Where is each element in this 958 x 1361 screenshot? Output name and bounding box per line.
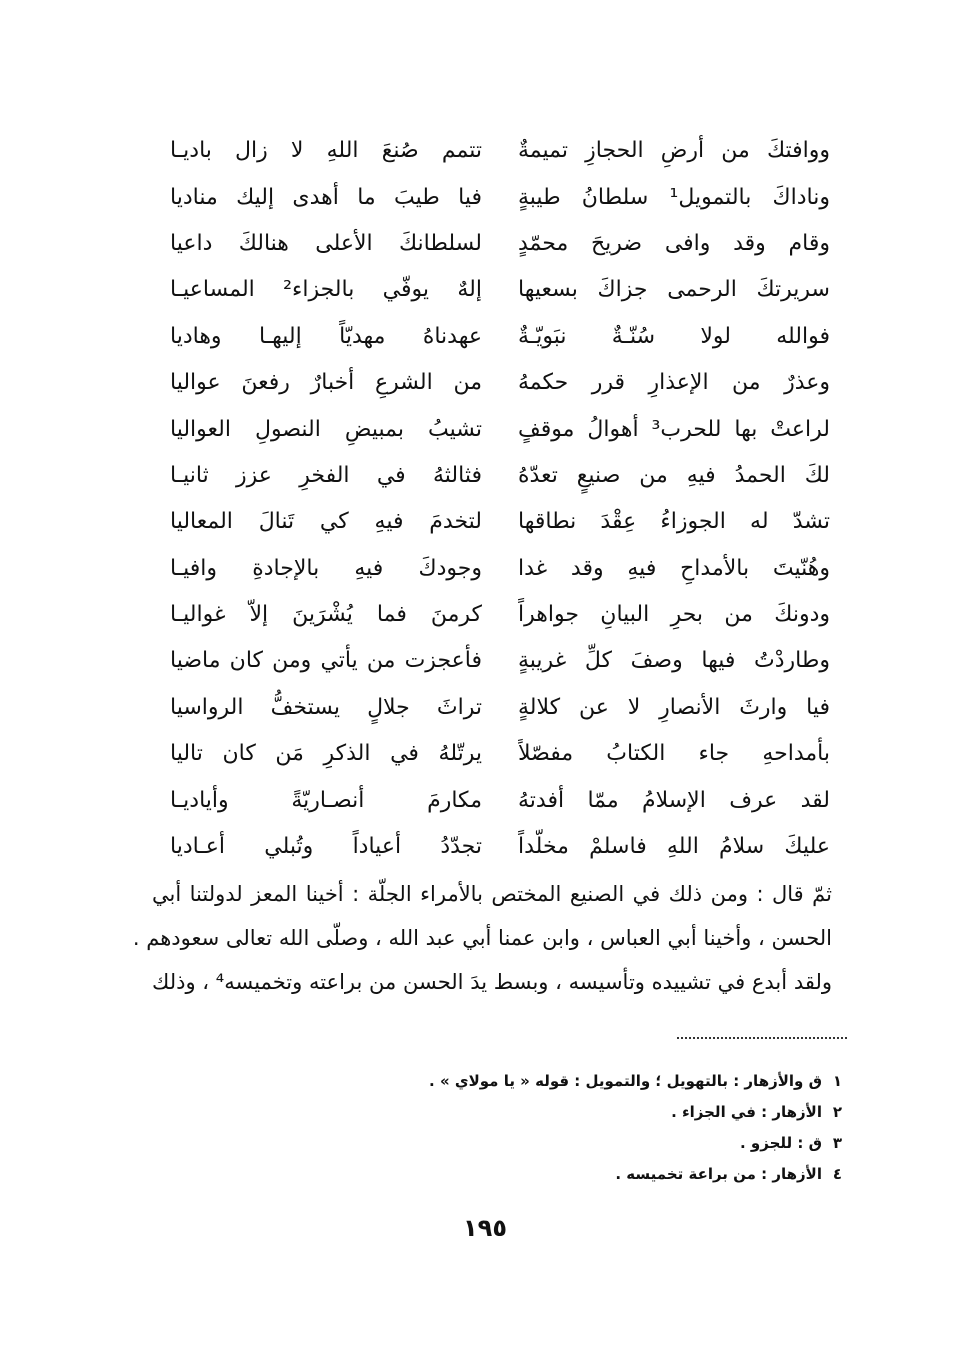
verse-first-hemistich: ودونكَ من بحرِ البيانِ جواهراً — [518, 602, 830, 628]
verse-second-hemistich: فثالثهُ في الفخرِ عزز ثانيـا — [170, 462, 482, 488]
footnote-text: الأزهار : من براعة تخميسه . — [615, 1165, 822, 1183]
verse-second-hemistich: إلهٌ يوفّي بالجزاء² المساعيـا — [170, 277, 482, 303]
verse-first-hemistich: عليكَ سلامُ اللهِ فاسلمْ مخلّداً — [518, 834, 830, 860]
verse-first-hemistich: لقد عرف الإسلامُ ممّا أفدتهُ — [518, 787, 830, 813]
verse-second-hemistich: عهدناهُ مهديّاً إليهـا وهاديا — [170, 323, 482, 349]
verse-first-hemistich: وناداكَ بالتمويل¹ سلطانُ طيبةٍ — [518, 184, 830, 210]
page-number: ١٩٥ — [463, 1214, 507, 1242]
verse-first-hemistich: فيا وارثَ الأنصارِ لا عن كلالةٍ — [518, 694, 830, 720]
verse-first-hemistich: لراعتْ بها للحرب³ أهوالُ موقفٍ — [518, 416, 830, 442]
verse-second-hemistich: لسلطانكَ الأعلى هنالكَ داعيا — [170, 230, 482, 256]
verse-second-hemistich: من الشرعِ أخبارٌ رفعنَ عواليا — [170, 370, 482, 396]
verse — [170, 777, 830, 823]
footnote — [300, 1066, 842, 1097]
verse — [170, 267, 830, 313]
verse-second-hemistich: كرمنَ فما يُشْرَينَ إلاّ غواليـا — [170, 602, 482, 628]
footnote-text: ق والأزهار : بالتهويل ؛ والتمويل : قوله « يا مولاي » . — [429, 1072, 822, 1090]
verse — [170, 685, 830, 731]
footnote-number: ٣ — [832, 1134, 842, 1152]
footnote — [300, 1159, 842, 1190]
verse — [170, 360, 830, 406]
footnote — [300, 1128, 842, 1159]
verse — [170, 824, 830, 870]
verse — [170, 453, 830, 499]
verse-second-hemistich: تشيبُ بمبيضِ النصولِ العواليا — [170, 416, 482, 442]
footnote-number: ١ — [832, 1072, 842, 1090]
verse-first-hemistich: لكَ الحمدُ فيهِ من صنيعٍ تعدّهُ — [518, 462, 830, 488]
verse — [170, 406, 830, 452]
verse-first-hemistich: بأمداحهِ جاء الكتابُ مفصّلاً — [518, 741, 830, 767]
footnote-text: ق : للجزو . — [740, 1134, 822, 1152]
footnote-text: الأزهار : في الجزاء . — [671, 1103, 822, 1121]
verse — [170, 592, 830, 638]
verse-first-hemistich: تشدّ له الجوزاءُ عِقْدَ نطاقها — [518, 509, 830, 535]
verse-first-hemistich: سريرتكَ الرحمى جزاكَ بسعيها — [518, 277, 830, 303]
verse — [170, 731, 830, 777]
verse-second-hemistich: تراثَ جلالٍ يستخفُّ الرواسيا — [170, 694, 482, 720]
verse-second-hemistich: تتمم صُنعَ اللهِ لا زال باديـا — [170, 138, 482, 164]
footnote-number: ٢ — [832, 1103, 842, 1121]
verse — [170, 314, 830, 360]
verse-second-hemistich: يرتّلهُ في الذكرِ مَن كان تاليا — [170, 741, 482, 767]
verse-second-hemistich: مكارمَ أنصـاريّةً وأياديـا — [170, 787, 482, 813]
prose-line: ثمّ قال : ومن ذلك في الصنيع المختص بالأمراء الجلّة : أخينا المعز لدولتنا أبي — [152, 882, 832, 906]
verse — [170, 221, 830, 267]
prose-line: ولقد أبدع في تشييده وتأسيسه ، وبسط يدَ الحسن من براعته وتخميسه⁴ ، وذلك — [152, 970, 833, 994]
verse-second-hemistich: فأعجزت من يأتي ومن كان ماضيا — [170, 648, 482, 674]
footnote-divider — [677, 1037, 847, 1039]
verse-second-hemistich: تجدّدُ أعياداً وتُبلي أعـاديا — [170, 834, 482, 860]
verse-first-hemistich: وقام وقد وافى ضريحَ محمّدٍ — [518, 230, 830, 256]
footnote — [300, 1097, 842, 1128]
verse — [170, 174, 830, 220]
footnotes — [300, 1066, 842, 1190]
poem — [170, 128, 830, 870]
verse-first-hemistich: وعذرٌ من الإعذارِ قرر حكمهُ — [518, 370, 830, 396]
verse-first-hemistich: فوالله لولا سُنّـةٌ نبَويّـةٌ — [518, 323, 830, 349]
verse — [170, 638, 830, 684]
verse-first-hemistich: وهُنّيتَ بالأمداحِ فيهِ وقد غدا — [518, 555, 830, 581]
verse — [170, 128, 830, 174]
footnote-number: ٤ — [832, 1165, 842, 1183]
verse — [170, 499, 830, 545]
prose-paragraph — [132, 872, 833, 1004]
verse — [170, 546, 830, 592]
verse-second-hemistich: لتخدمَ فيهِ كي تَنالَ المعاليا — [170, 509, 482, 535]
verse-first-hemistich: وطاردْتُ فيها وصفَ كلِّ غريبةٍ — [518, 648, 830, 674]
prose-line: الحسن ، وأخينا أبي العباس ، وابن عمنا أبي عبد الله ، وصلّى الله تعالى سعودهم . — [132, 926, 832, 950]
verse-second-hemistich: وجودكَ فيهِ بالإجادةِ وافيـا — [170, 555, 482, 581]
verse-second-hemistich: فيا طيبَ ما أهدى إليك مناديا — [170, 184, 482, 210]
verse-first-hemistich: ووافتكَ من أرضِ الحجازِ تميمةٌ — [518, 138, 830, 164]
